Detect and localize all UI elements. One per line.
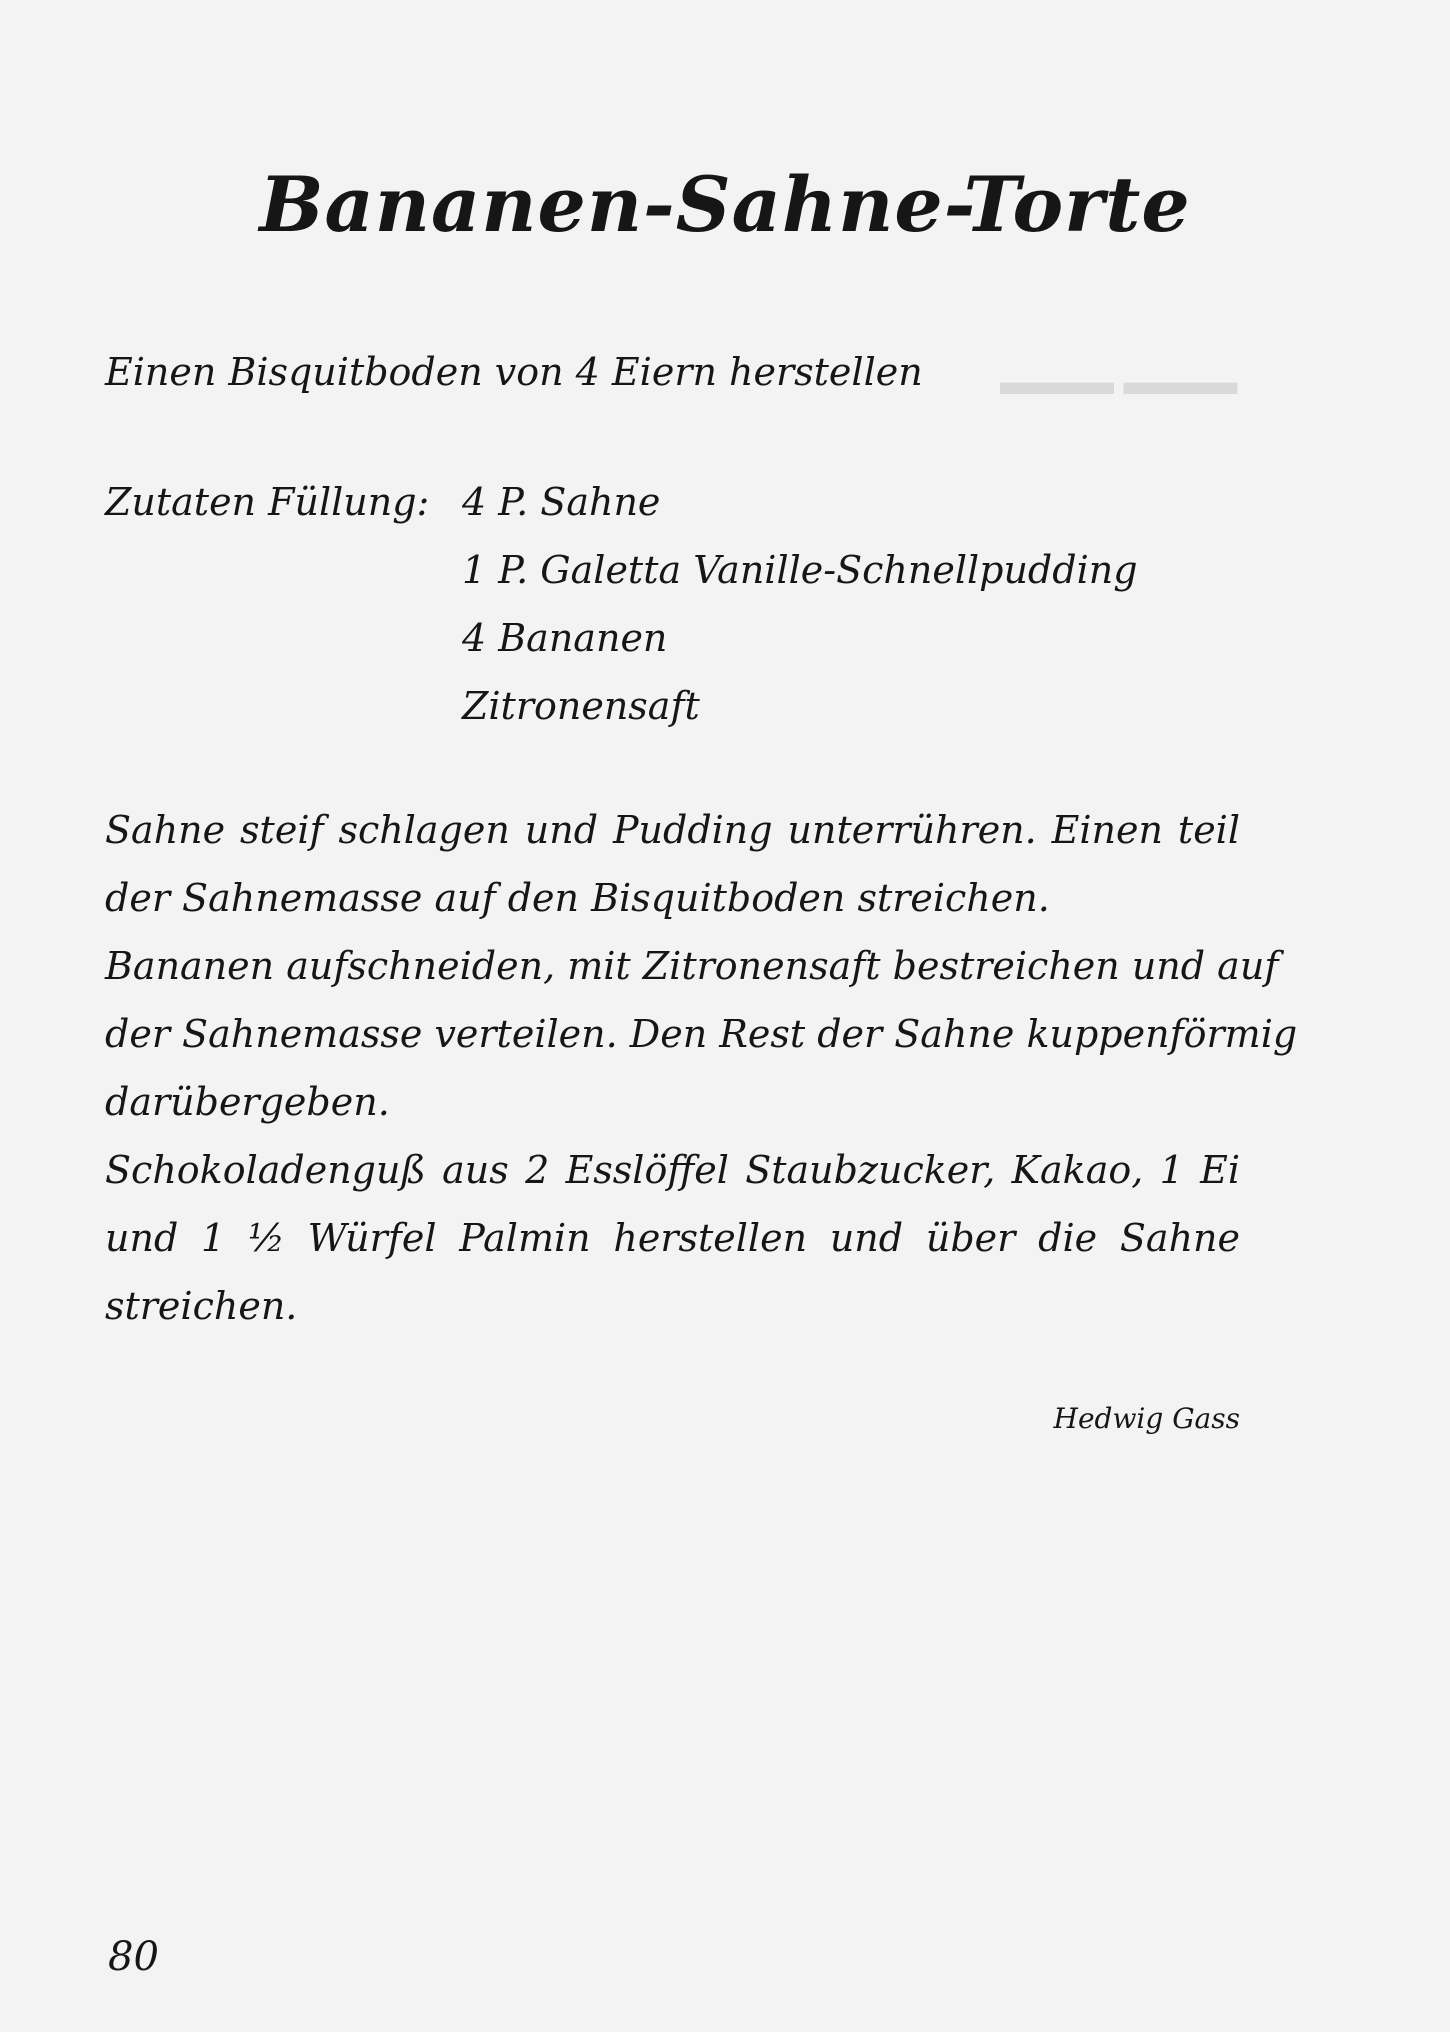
ingredient-item: 4 P. Sahne: [462, 480, 661, 524]
instruction-line: streichen.: [105, 1284, 298, 1328]
recipe-title: Bananen-Sahne-Torte: [259, 160, 1191, 249]
intro-line: Einen Bisquitboden von 4 Eiern herstellen: [105, 350, 923, 394]
ingredient-item: 4 Bananen: [462, 616, 668, 660]
instruction-line: darübergeben.: [105, 1080, 390, 1124]
instruction-line: Schokoladenguß aus 2 Esslöffel Staubzucker, Kakao, 1 Ei: [105, 1148, 1240, 1192]
instruction-line: Bananen aufschneiden, mit Zitronensaft bestreichen und auf: [105, 944, 1279, 988]
ingredients-label: Zutaten Füllung:: [105, 480, 430, 524]
instruction-line: der Sahnemasse verteilen. Den Rest der Sahne kuppenförmig: [105, 1012, 1298, 1056]
instruction-line: der Sahnemasse auf den Bisquitboden streichen.: [105, 876, 1050, 920]
show-through-decoration: ▬▬▬ ▬▬▬: [1000, 361, 1238, 403]
instruction-line: Sahne steif schlagen und Pudding unterrühren. Einen teil: [105, 808, 1240, 852]
ingredient-item: Zitronensaft: [462, 684, 700, 728]
page-number: 80: [108, 1934, 159, 1980]
author-signature: Hedwig Gass: [1053, 1402, 1240, 1435]
instruction-line: und 1 ½ Würfel Palmin herstellen und über die Sahne: [105, 1216, 1240, 1260]
ingredient-item: 1 P. Galetta Vanille-Schnellpudding: [462, 548, 1138, 592]
